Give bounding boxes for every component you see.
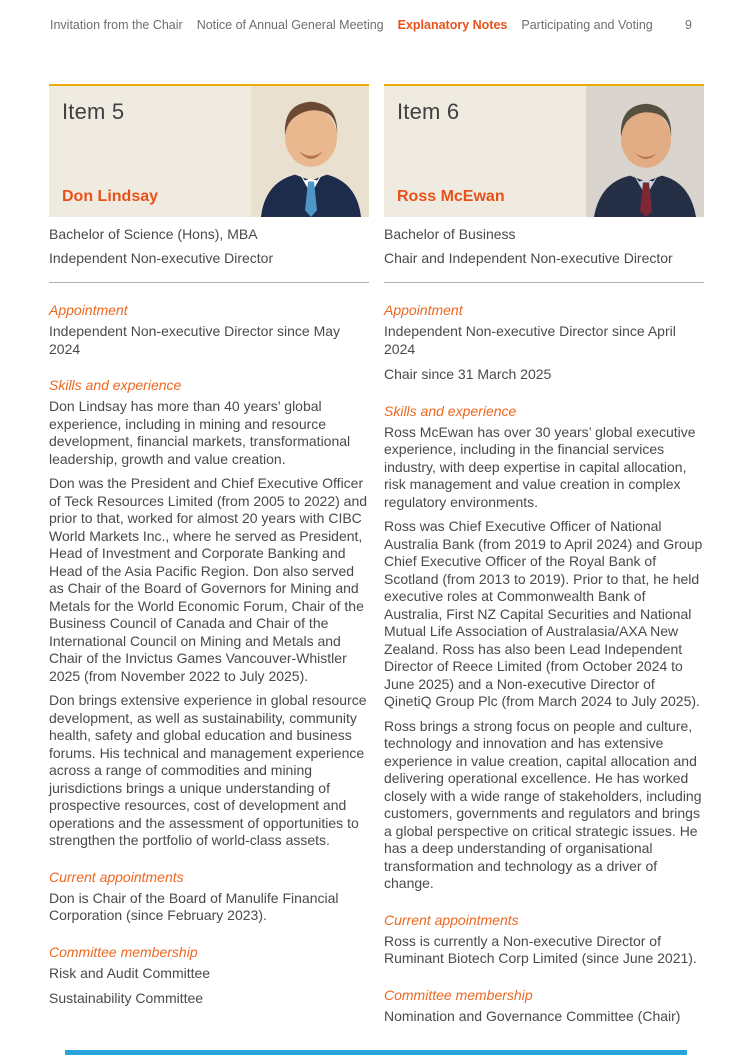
- qualifications-block: [384, 226, 704, 267]
- skills-paragraph: Don Lindsay has more than 40 years’ global experience, including in mining and resource development, financial markets, transformational leadership, growth and value creation.: [49, 398, 351, 467]
- item-title: Item 6: [397, 99, 460, 124]
- appointment-line: Independent Non-executive Director since May 2024: [49, 323, 341, 357]
- committee-line: Risk and Audit Committee: [49, 964, 211, 981]
- page-number: 9: [685, 18, 692, 32]
- skills-heading: Skills and experience: [384, 402, 517, 419]
- director-card-item-5: [49, 84, 369, 217]
- skills-paragraph: Ross brings a strong focus on people and culture, technology and innovation and has extensive experience in value creation, capital allocation and delivering operational excellence. He has worked closely with a wide range of stakeholders, including customers, governments and regulators and brings a global perspective on critical strategic issues. He has a deep understanding of organisational transformation and technology as a driver of change.: [384, 717, 702, 891]
- qualifications: Bachelor of Business: [384, 226, 516, 242]
- appointment-heading: Appointment: [384, 302, 463, 318]
- role: Independent Non-executive Director: [49, 249, 274, 266]
- skills-paragraph: Ross McEwan has over 30 years’ global executive experience, including in the financial services industry, with deep expertise in capital allocation, risk management and value creation in complex regulatory environments.: [384, 423, 696, 510]
- appointment-line: Independent Non-executive Director since April 2024: [384, 323, 676, 357]
- role: Chair and Independent Non-executive Director: [384, 249, 673, 266]
- header-nav: [50, 18, 653, 32]
- director-column-ross-mcewan: [384, 84, 704, 1033]
- nav-invitation-from-the-chair[interactable]: Invitation from the Chair: [50, 18, 183, 32]
- committee-membership-heading: Committee membership: [49, 943, 198, 960]
- director-column-don-lindsay: [49, 84, 369, 1033]
- divider: [384, 282, 704, 283]
- committee-line: Sustainability Committee: [49, 990, 204, 1006]
- current-appointments-heading: Current appointments: [384, 911, 519, 928]
- director-photo-don-lindsay: [251, 86, 369, 217]
- nav-notice-of-annual-general-meeting[interactable]: Notice of Annual General Meeting: [196, 18, 384, 32]
- current-appointments-paragraph: Don is Chair of the Board of Manulife Financial Corporation (since February 2023).: [49, 889, 339, 923]
- nav-explanatory-notes[interactable]: Explanatory Notes: [397, 18, 508, 32]
- director-columns: [0, 32, 748, 1033]
- nav-participating-and-voting[interactable]: Participating and Voting: [521, 18, 653, 32]
- current-appointments-heading: Current appointments: [49, 868, 184, 885]
- item-title: Item 5: [62, 99, 125, 124]
- header: [0, 0, 748, 32]
- current-appointments-paragraph: Ross is currently a Non-executive Director of Ruminant Biotech Corp Limited (since June 2021).: [384, 932, 697, 966]
- committee-line: Nomination and Governance Committee (Chair): [384, 1007, 681, 1024]
- skills-paragraph: Ross was Chief Executive Officer of National Australia Bank (from 2019 to April 2024) and Group Chief Executive Officer of the Royal Bank of Scotland (from 2013 to 2019). Prior to that, he held executive roles at Commonwealth Bank of Australia, First NZ Capital Securities and National Mutual Life Association of Australasia/AXA New Zealand. Ross has also been Lead Independent Director of Reece Limited (from October 2024 to June 2025) and a Non-executive Director of QinetiQ Group Plc (from March 2024 to July 2025).: [384, 518, 703, 709]
- skills-paragraph: Don was the President and Chief Executive Officer of Teck Resources Limited (from 2005 to 2022) and prior to that, worked for almost 20 years with CIBC World Markets Inc., where he served as President, Head of Investment and Corporate Banking and Head of the Asia Pacific Region. Don also served as Chair of the Board of Governors for Mining and Metals for the World Economic Forum, Chair of the Business Council of Canada and Chair of the International Council on Mining and Metals and Chair of the Invictus Games Vancouver-Whistler 2025 (from November 2022 to July 2025).: [49, 475, 368, 684]
- director-photo-ross-mcewan: [586, 86, 704, 217]
- director-name: Ross McEwan: [397, 188, 505, 205]
- director-name: Don Lindsay: [62, 188, 159, 205]
- appointment-line: Chair since 31 March 2025: [384, 366, 552, 382]
- qualifications: Bachelor of Science (Hons), MBA: [49, 226, 258, 242]
- skills-paragraph: Don brings extensive experience in global resource development, as well as sustainability, community health, safety and global education and business forums. His technical and management experience across a range of commodities and mining jurisdictions brings a unique understanding of prospective resources, cost of development and operations and the assessment of opportunities to strengthen the portfolio of world-class assets.: [49, 692, 367, 848]
- divider: [49, 282, 369, 283]
- skills-heading: Skills and experience: [49, 377, 182, 393]
- committee-membership-heading: Committee membership: [384, 986, 533, 1003]
- appointment-heading: Appointment: [49, 302, 128, 318]
- footer-accent-bar: [65, 1050, 687, 1055]
- qualifications-block: [49, 226, 369, 267]
- director-card-item-6: [384, 84, 704, 217]
